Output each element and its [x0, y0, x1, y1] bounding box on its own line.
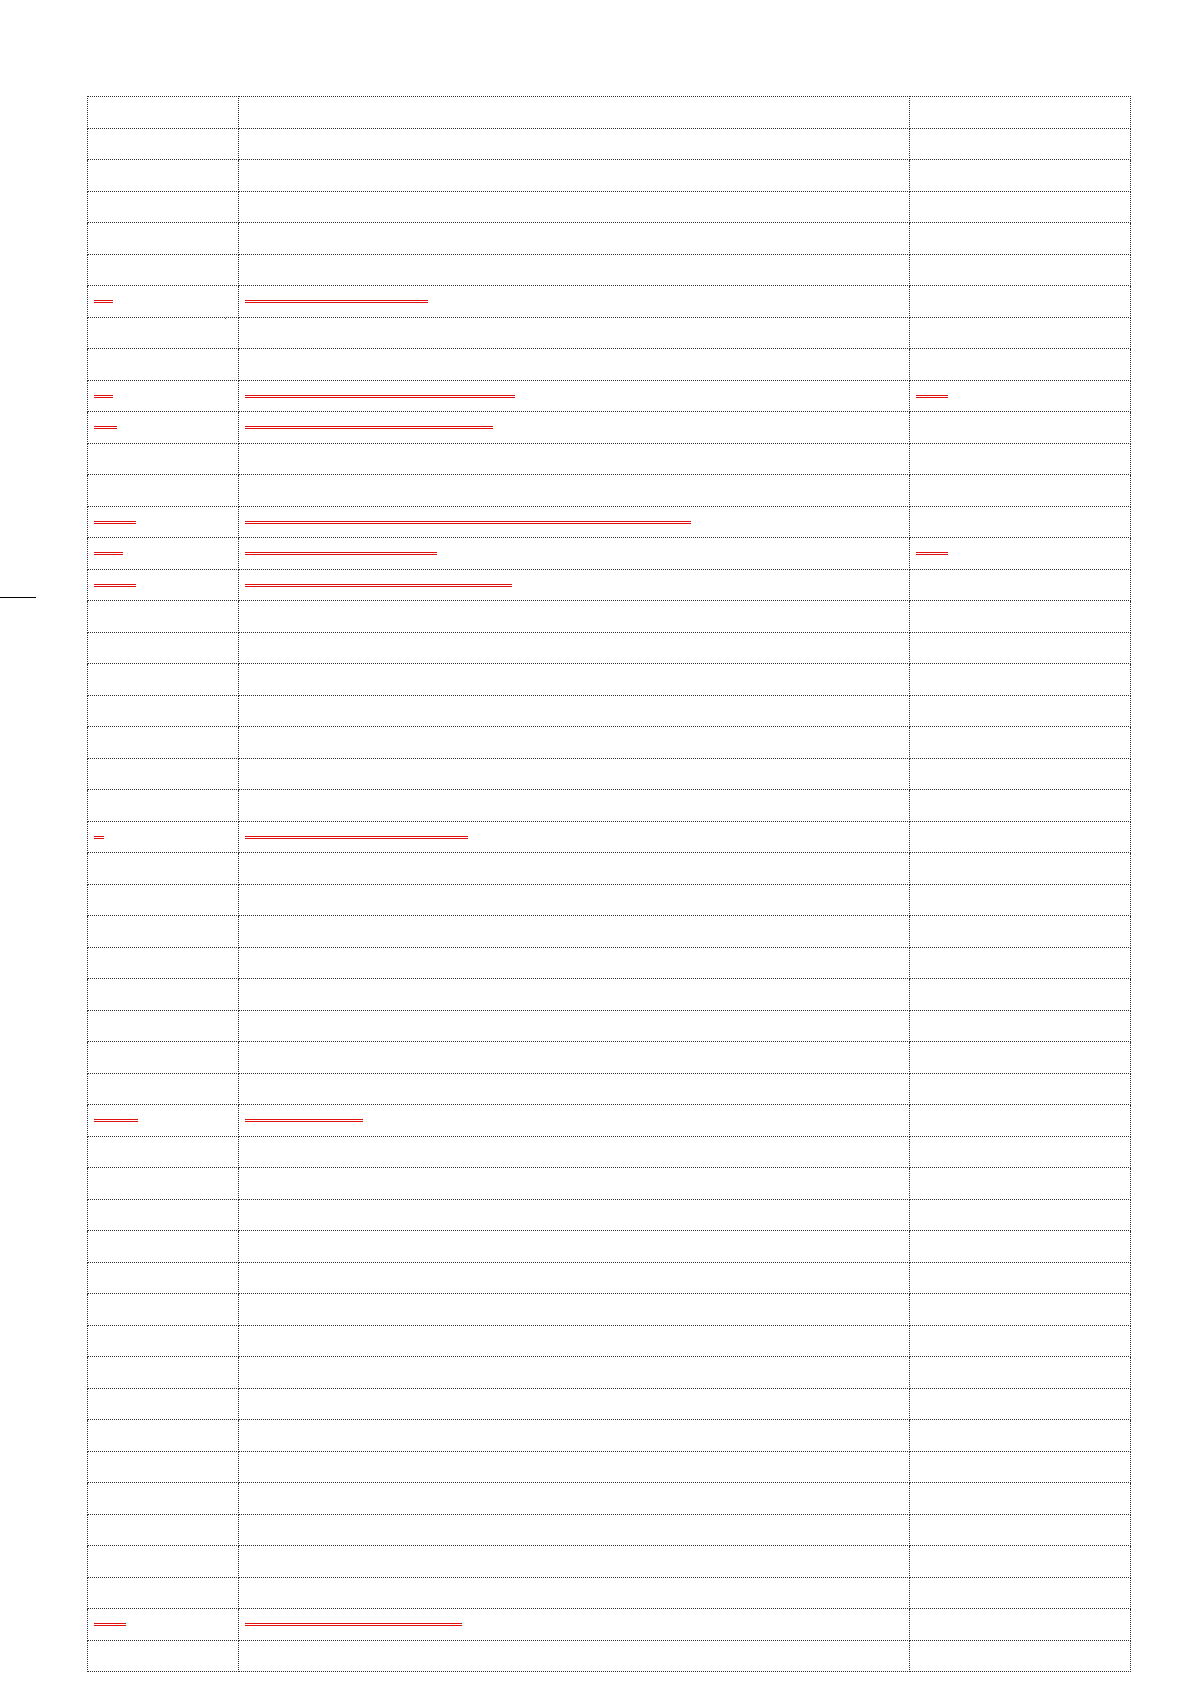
- table-cell-col1: [88, 380, 239, 412]
- table-cell-col1: [88, 443, 239, 475]
- redacted-text-mark: [245, 584, 512, 587]
- table-row: [88, 1199, 1131, 1231]
- table-cell-col1: [88, 1325, 239, 1357]
- table-cell-col2: [239, 1168, 910, 1200]
- table-cell-col1: [88, 1451, 239, 1483]
- table-cell-col1: [88, 1388, 239, 1420]
- table-row: [88, 1294, 1131, 1326]
- redacted-text-mark: [94, 426, 117, 429]
- table-row: [88, 254, 1131, 286]
- table-cell-col2: [239, 947, 910, 979]
- table-cell-col1: [88, 1294, 239, 1326]
- table-cell-col2: [239, 1514, 910, 1546]
- table-cell-col1: [88, 790, 239, 822]
- table-cell-col2: [239, 1262, 910, 1294]
- table-row: [88, 380, 1131, 412]
- table-cell-col2: [239, 601, 910, 633]
- table-cell-col2: [239, 1325, 910, 1357]
- table-cell-col1: [88, 601, 239, 633]
- table-cell-col3: [910, 1010, 1131, 1042]
- table-row: [88, 1136, 1131, 1168]
- table-cell-col1: [88, 1199, 239, 1231]
- table-row: [88, 349, 1131, 381]
- table-cell-col3: [910, 727, 1131, 759]
- redacted-text-mark: [94, 836, 104, 839]
- table-row: [88, 790, 1131, 822]
- table-cell-col1: [88, 664, 239, 696]
- table-cell-col2: [239, 538, 910, 570]
- table-cell-col2: [239, 128, 910, 160]
- table-cell-col1: [88, 947, 239, 979]
- table-row: [88, 601, 1131, 633]
- table-cell-col1: [88, 191, 239, 223]
- table-cell-col2: [239, 1640, 910, 1672]
- table-cell-col2: [239, 1483, 910, 1515]
- table-cell-col3: [910, 569, 1131, 601]
- table-cell-col1: [88, 916, 239, 948]
- redacted-text-mark: [916, 395, 948, 398]
- table-cell-col3: [910, 758, 1131, 790]
- table-row: [88, 223, 1131, 255]
- table-cell-col1: [88, 1262, 239, 1294]
- table-cell-col1: [88, 979, 239, 1011]
- table-cell-col3: [910, 160, 1131, 192]
- table-cell-col1: [88, 632, 239, 664]
- table-cell-col3: [910, 632, 1131, 664]
- table-row: [88, 664, 1131, 696]
- table-row: [88, 443, 1131, 475]
- redacted-text-mark: [245, 836, 468, 839]
- table-cell-col2: [239, 1577, 910, 1609]
- table-cell-col3: [910, 1388, 1131, 1420]
- margin-tick-mark: [0, 597, 36, 598]
- table-cell-col2: [239, 1136, 910, 1168]
- table-cell-col1: [88, 1514, 239, 1546]
- table-cell-col3: [910, 1105, 1131, 1137]
- table-row: [88, 695, 1131, 727]
- table-row: [88, 97, 1131, 129]
- table-cell-col2: [239, 1199, 910, 1231]
- table-cell-col3: [910, 695, 1131, 727]
- table-cell-col3: [910, 1420, 1131, 1452]
- table-cell-col2: [239, 97, 910, 129]
- table-row: [88, 1577, 1131, 1609]
- table-cell-col2: [239, 1609, 910, 1641]
- table-cell-col2: [239, 1420, 910, 1452]
- table-cell-col2: [239, 1105, 910, 1137]
- table-cell-col3: [910, 1136, 1131, 1168]
- table-cell-col3: [910, 1546, 1131, 1578]
- table-cell-col2: [239, 1231, 910, 1263]
- ruled-table-body: [88, 97, 1131, 1672]
- redacted-text-mark: [94, 1119, 138, 1122]
- table-cell-col2: [239, 916, 910, 948]
- table-cell-col1: [88, 1010, 239, 1042]
- table-cell-col3: [910, 223, 1131, 255]
- table-row: [88, 1514, 1131, 1546]
- table-row: [88, 1231, 1131, 1263]
- table-row: [88, 758, 1131, 790]
- table-row: [88, 317, 1131, 349]
- table-cell-col2: [239, 979, 910, 1011]
- table-row: [88, 916, 1131, 948]
- table-cell-col3: [910, 916, 1131, 948]
- table-cell-col1: [88, 1105, 239, 1137]
- redacted-text-mark: [245, 521, 691, 524]
- table-cell-col3: [910, 979, 1131, 1011]
- redacted-text-mark: [94, 552, 123, 555]
- table-cell-col2: [239, 884, 910, 916]
- table-row: [88, 1388, 1131, 1420]
- table-cell-col2: [239, 191, 910, 223]
- table-cell-col1: [88, 1042, 239, 1074]
- table-cell-col1: [88, 412, 239, 444]
- table-cell-col2: [239, 1073, 910, 1105]
- table-cell-col3: [910, 1577, 1131, 1609]
- table-row: [88, 1546, 1131, 1578]
- table-row: [88, 727, 1131, 759]
- table-cell-col2: [239, 286, 910, 318]
- table-cell-col1: [88, 853, 239, 885]
- table-cell-col2: [239, 160, 910, 192]
- table-cell-col3: [910, 128, 1131, 160]
- table-cell-col1: [88, 538, 239, 570]
- redacted-text-mark: [94, 584, 136, 587]
- table-row: [88, 1010, 1131, 1042]
- table-cell-col3: [910, 1262, 1131, 1294]
- table-cell-col3: [910, 853, 1131, 885]
- table-cell-col1: [88, 475, 239, 507]
- table-cell-col1: [88, 1357, 239, 1389]
- table-cell-col2: [239, 695, 910, 727]
- table-cell-col2: [239, 632, 910, 664]
- table-row: [88, 160, 1131, 192]
- table-cell-col1: [88, 1073, 239, 1105]
- table-cell-col1: [88, 1577, 239, 1609]
- table-cell-col1: [88, 506, 239, 538]
- table-cell-col3: [910, 1168, 1131, 1200]
- table-row: [88, 569, 1131, 601]
- table-cell-col1: [88, 1168, 239, 1200]
- table-cell-col3: [910, 1609, 1131, 1641]
- table-cell-col3: [910, 443, 1131, 475]
- redacted-text-mark: [245, 300, 428, 303]
- table-row: [88, 853, 1131, 885]
- table-cell-col1: [88, 349, 239, 381]
- table-cell-col3: [910, 380, 1131, 412]
- table-cell-col3: [910, 286, 1131, 318]
- table-cell-col1: [88, 758, 239, 790]
- redacted-text-mark: [94, 1623, 126, 1626]
- table-cell-col1: [88, 884, 239, 916]
- table-cell-col3: [910, 506, 1131, 538]
- table-cell-col2: [239, 443, 910, 475]
- table-cell-col3: [910, 664, 1131, 696]
- table-cell-col1: [88, 695, 239, 727]
- table-row: [88, 1609, 1131, 1641]
- table-cell-col3: [910, 884, 1131, 916]
- table-cell-col1: [88, 1609, 239, 1641]
- redacted-text-mark: [245, 1623, 462, 1626]
- table-cell-col3: [910, 412, 1131, 444]
- table-row: [88, 1640, 1131, 1672]
- table-cell-col1: [88, 1546, 239, 1578]
- table-cell-col2: [239, 349, 910, 381]
- table-cell-col2: [239, 853, 910, 885]
- table-cell-col2: [239, 758, 910, 790]
- table-cell-col1: [88, 821, 239, 853]
- table-cell-col2: [239, 790, 910, 822]
- table-row: [88, 1262, 1131, 1294]
- table-cell-col3: [910, 191, 1131, 223]
- table-row: [88, 412, 1131, 444]
- table-row: [88, 1168, 1131, 1200]
- table-cell-col1: [88, 286, 239, 318]
- table-cell-col3: [910, 1231, 1131, 1263]
- table-cell-col2: [239, 317, 910, 349]
- table-cell-col3: [910, 349, 1131, 381]
- table-cell-col2: [239, 569, 910, 601]
- table-row: [88, 1325, 1131, 1357]
- table-cell-col2: [239, 1546, 910, 1578]
- table-cell-col2: [239, 475, 910, 507]
- table-cell-col1: [88, 223, 239, 255]
- table-row: [88, 1483, 1131, 1515]
- table-row: [88, 1042, 1131, 1074]
- table-cell-col3: [910, 1514, 1131, 1546]
- table-cell-col3: [910, 254, 1131, 286]
- table-cell-col2: [239, 821, 910, 853]
- table-row: [88, 1073, 1131, 1105]
- redacted-text-mark: [245, 395, 515, 398]
- redacted-text-mark: [94, 395, 113, 398]
- table-cell-col1: [88, 1136, 239, 1168]
- table-cell-col2: [239, 380, 910, 412]
- table-cell-col2: [239, 727, 910, 759]
- table-cell-col2: [239, 506, 910, 538]
- redacted-text-mark: [245, 426, 493, 429]
- table-cell-col1: [88, 128, 239, 160]
- table-row: [88, 191, 1131, 223]
- table-cell-col2: [239, 1294, 910, 1326]
- table-cell-col1: [88, 1483, 239, 1515]
- redacted-text-mark: [94, 521, 136, 524]
- table-cell-col2: [239, 1451, 910, 1483]
- table-cell-col1: [88, 160, 239, 192]
- table-cell-col3: [910, 1199, 1131, 1231]
- table-cell-col3: [910, 1451, 1131, 1483]
- table-cell-col3: [910, 947, 1131, 979]
- table-cell-col1: [88, 1420, 239, 1452]
- table-row: [88, 1420, 1131, 1452]
- table-row: [88, 286, 1131, 318]
- redacted-text-mark: [94, 300, 113, 303]
- table-row: [88, 506, 1131, 538]
- table-cell-col3: [910, 538, 1131, 570]
- table-cell-col3: [910, 601, 1131, 633]
- table-cell-col3: [910, 790, 1131, 822]
- table-cell-col2: [239, 664, 910, 696]
- table-cell-col3: [910, 821, 1131, 853]
- table-cell-col1: [88, 1231, 239, 1263]
- redacted-text-mark: [916, 552, 948, 555]
- table-row: [88, 979, 1131, 1011]
- table-row: [88, 1451, 1131, 1483]
- table-row: [88, 128, 1131, 160]
- redacted-text-mark: [245, 1119, 363, 1122]
- ruled-table: [87, 96, 1131, 1672]
- table-cell-col3: [910, 475, 1131, 507]
- table-cell-col1: [88, 317, 239, 349]
- table-cell-col1: [88, 254, 239, 286]
- table-cell-col3: [910, 1042, 1131, 1074]
- table-cell-col2: [239, 223, 910, 255]
- table-row: [88, 821, 1131, 853]
- table-cell-col2: [239, 1357, 910, 1389]
- table-row: [88, 884, 1131, 916]
- table-cell-col2: [239, 1042, 910, 1074]
- table-cell-col3: [910, 1073, 1131, 1105]
- table-cell-col2: [239, 254, 910, 286]
- table-cell-col1: [88, 727, 239, 759]
- table-cell-col3: [910, 97, 1131, 129]
- table-cell-col3: [910, 1325, 1131, 1357]
- table-row: [88, 632, 1131, 664]
- table-cell-col1: [88, 97, 239, 129]
- table-cell-col3: [910, 1357, 1131, 1389]
- table-row: [88, 475, 1131, 507]
- redacted-text-mark: [245, 552, 437, 555]
- table-cell-col2: [239, 1388, 910, 1420]
- table-row: [88, 538, 1131, 570]
- table-cell-col1: [88, 1640, 239, 1672]
- table-cell-col2: [239, 1010, 910, 1042]
- table-row: [88, 1357, 1131, 1389]
- table-cell-col3: [910, 1483, 1131, 1515]
- table-cell-col2: [239, 412, 910, 444]
- table-row: [88, 947, 1131, 979]
- table-row: [88, 1105, 1131, 1137]
- table-cell-col1: [88, 569, 239, 601]
- table-cell-col3: [910, 317, 1131, 349]
- table-cell-col3: [910, 1640, 1131, 1672]
- table-cell-col3: [910, 1294, 1131, 1326]
